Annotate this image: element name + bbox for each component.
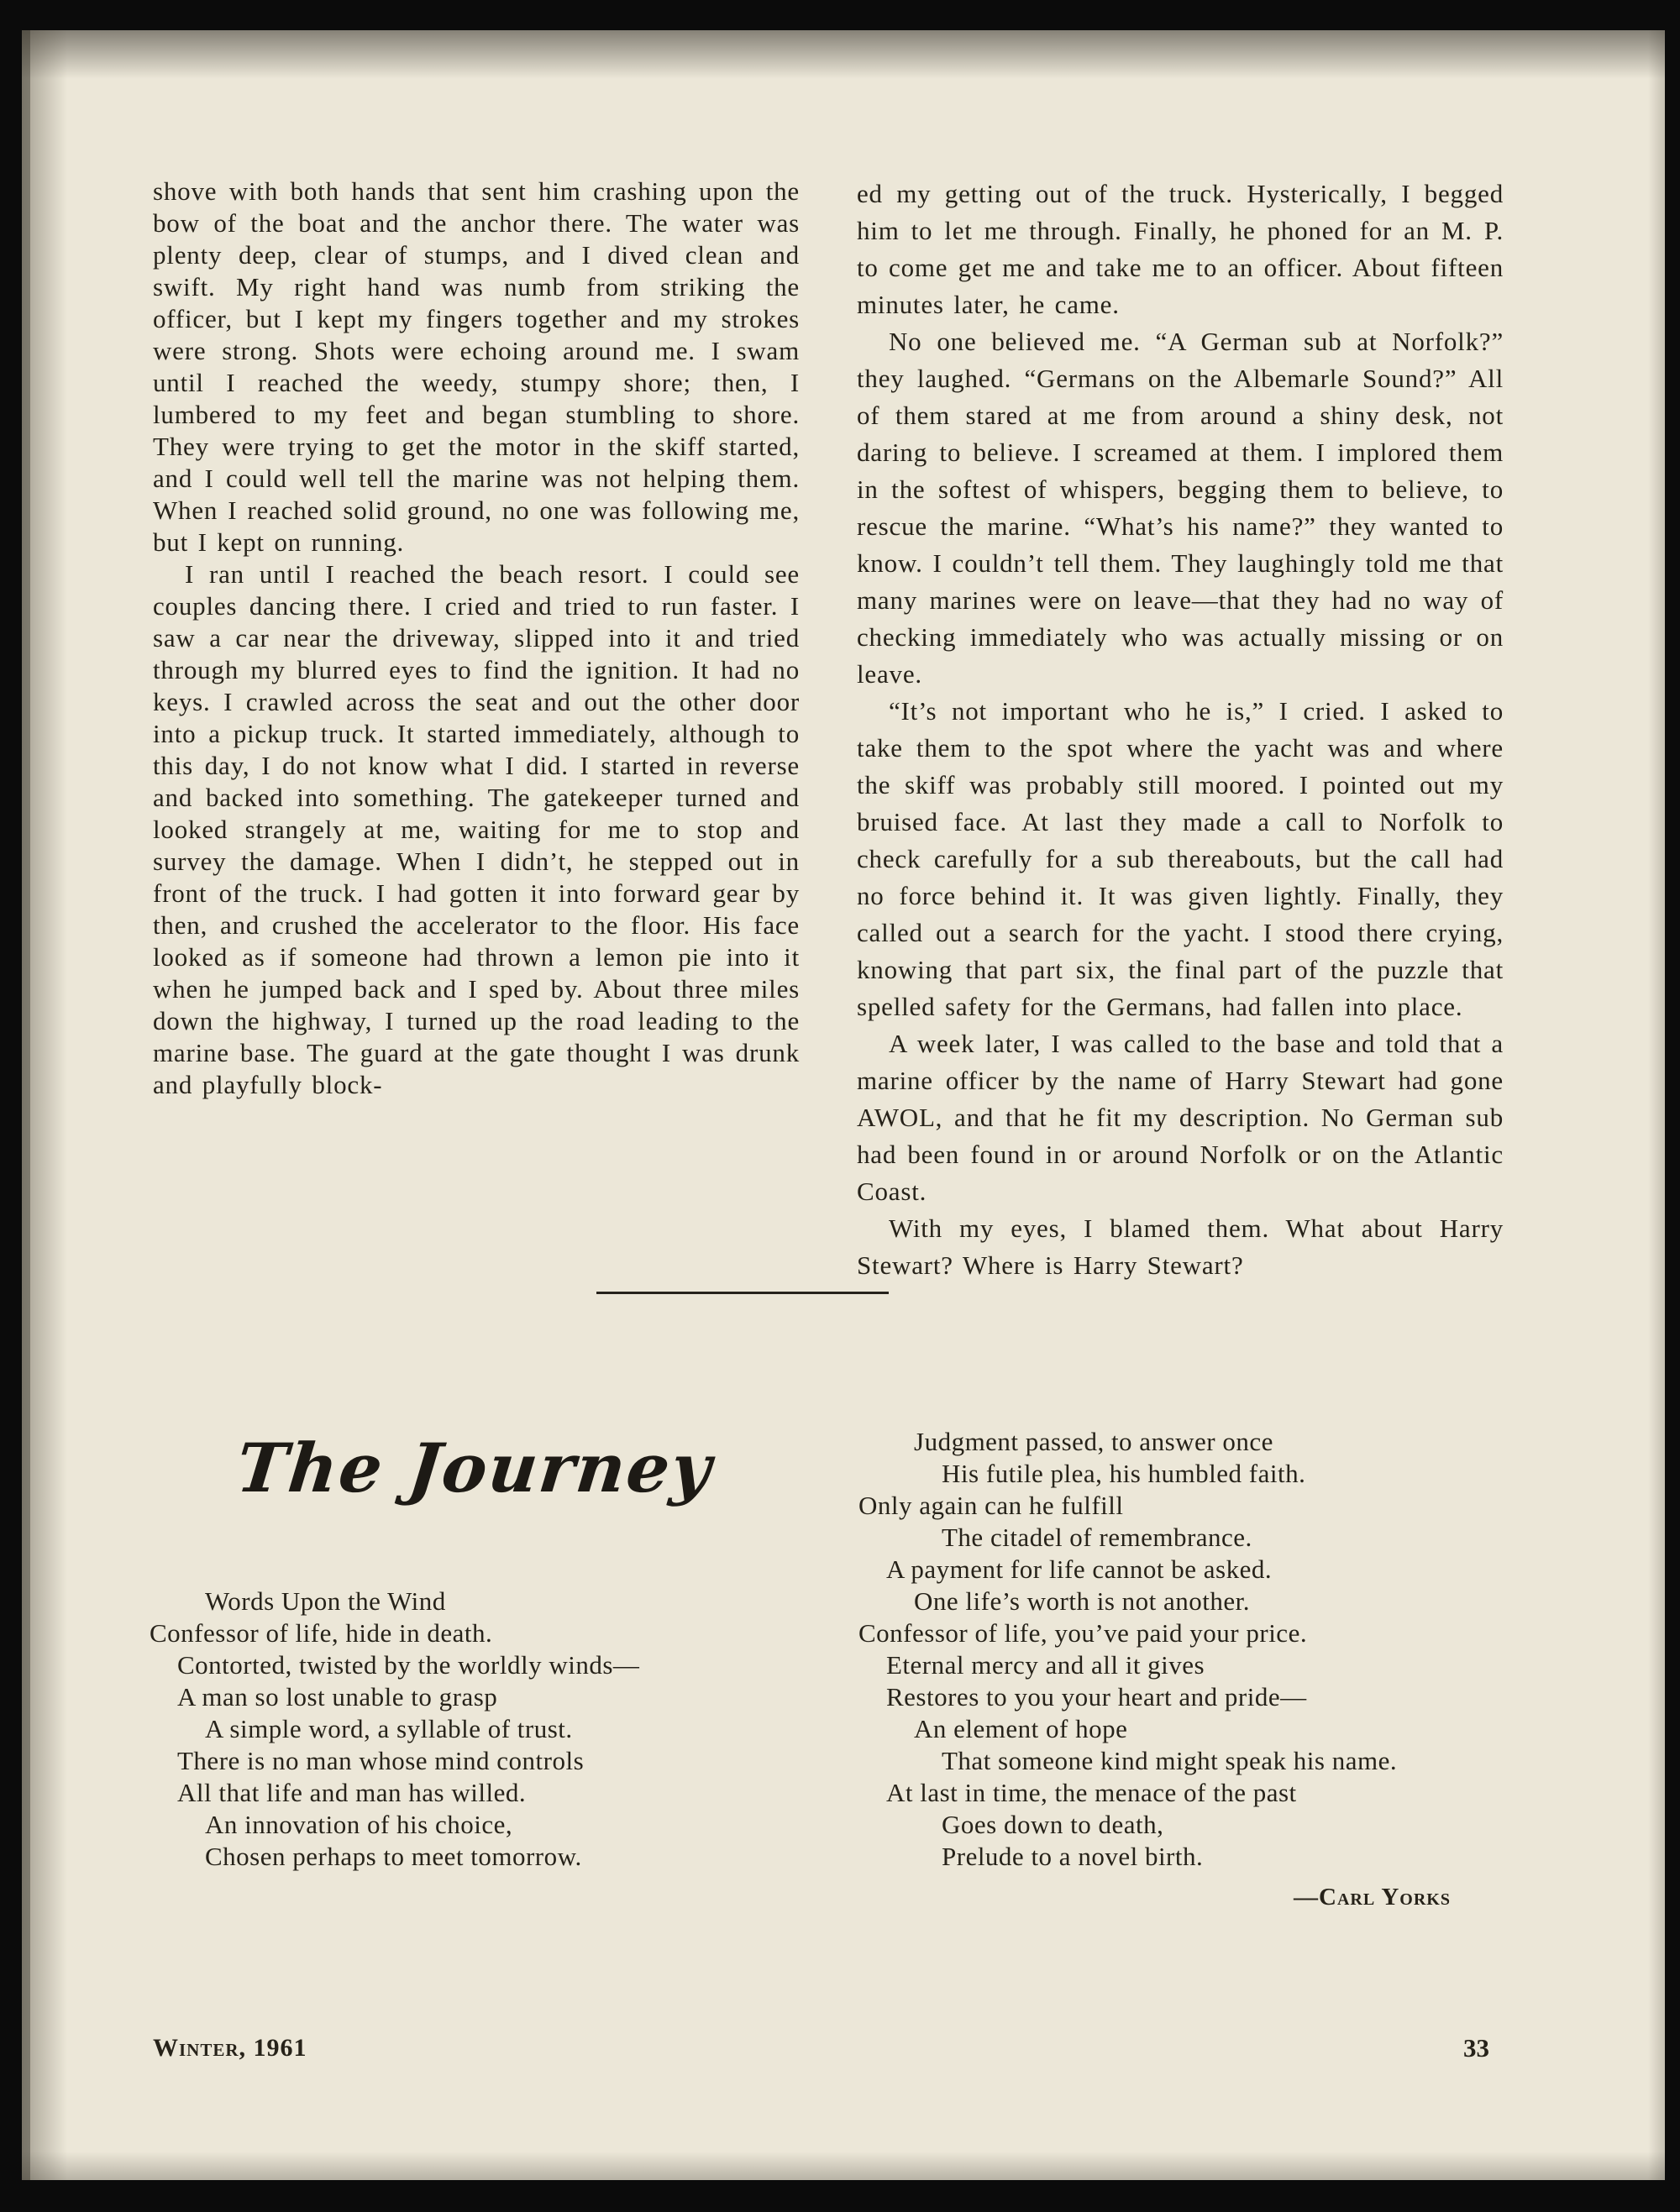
poem-stanza-left: [150, 1586, 800, 1873]
story-paragraph: “It’s not important who he is,” I cried. I asked to take them to the spot where the yacht was and where the skiff was probably still moored. I pointed out my bruised face. At last they made a call to Norfolk to check carefully for a sub thereabouts, but the call had no force behind it. It was given lightly. Finally, they called out a search for the yacht. I stood there crying, knowing that part six, the final part of the puzzle that spelled safety for the Germans, had fallen into place.: [857, 696, 1504, 1021]
poem-line: An element of hope: [914, 1714, 1128, 1743]
poem-line: Words Upon the Wind: [205, 1586, 446, 1616]
story-paragraph: With my eyes, I blamed them. What about Harry Stewart? Where is Harry Stewart?: [857, 1213, 1504, 1280]
story-paragraph: I ran until I reached the beach resort. I could see couples dancing there. I cried and tried to run faster. I saw a car near the driveway, slipped into it and tried through my blurred eyes to find the ignition. It had no keys. I crawled across the seat and out the other door into a pickup truck. It started immediately, although to this day, I do not know what I did. I started in reverse and backed into something. The gatekeeper turned and looked strangely at me, waiting for me to stop and survey the damage. When I didn’t, he stepped out in front of the truck. I had gotten it into forward gear by then, and crushed the accelerator to the floor. His face looked as if someone had thrown a lemon pie into it when he jumped back and I sped by. About three miles down the highway, I turned up the road leading to the marine base. The guard at the gate thought I was drunk and playfully block-: [153, 559, 800, 1099]
poem-author-byline: —Carl Yorks: [1294, 1884, 1451, 1911]
story-paragraph: No one believed me. “A German sub at Norfolk?” they laughed. “Germans on the Albemarle Sound?” All of them stared at me from around a shiny desk, not daring to believe. I screamed at them. I implored them in the softest of whispers, begging them to believe, to rescue the marine. “What’s his name?” they wanted to know. I couldn’t tell them. They laughingly told me that many marines were on leave—that they had no way of checking immediately who was actually missing or on leave.: [857, 327, 1504, 689]
poem-line: There is no man whose mind controls: [177, 1746, 585, 1775]
poem-line: At last in time, the menace of the past: [886, 1778, 1297, 1807]
poem-line: Confessor of life, you’ve paid your price.: [858, 1618, 1308, 1648]
poem-section: [150, 1418, 1527, 1913]
story-column-right: [857, 176, 1504, 1284]
poem-line: Prelude to a novel birth.: [942, 1842, 1204, 1871]
poem-line: That someone kind might speak his name.: [942, 1746, 1398, 1775]
poem-line: One life’s worth is not another.: [914, 1586, 1250, 1616]
footer-page-number: 33: [1463, 2033, 1489, 2063]
poem-line: Only again can he fulfill: [858, 1491, 1124, 1520]
poem-line: An innovation of his choice,: [205, 1810, 513, 1839]
poem-line: Chosen perhaps to meet tomorrow.: [205, 1842, 582, 1871]
binding-edge: [22, 30, 30, 2180]
poem-line: A simple word, a syllable of trust.: [205, 1714, 573, 1743]
poem-line: His futile plea, his humbled faith.: [942, 1459, 1306, 1488]
page-right-shadow: [1648, 30, 1665, 2180]
poem-line: A man so lost unable to grasp: [177, 1682, 498, 1711]
footer-issue-label: Winter, 1961: [153, 2034, 307, 2062]
poem-line: The citadel of remembrance.: [942, 1523, 1252, 1552]
poem-title: The Journey: [233, 1428, 717, 1507]
story-paragraph: shove with both hands that sent him crashing upon the bow of the boat and the anchor there. The water was plenty deep, clear of stumps, and I dived clean and swift. My right hand was numb from striking the officer, but I kept my fingers together and my strokes were strong. Shots were echoing around me. I swam until I reached the weedy, stumpy shore; then, I lumbered to my feet and began stumbling to shore. They were trying to get the motor in the skiff started, and I could well tell the marine was not helping them. When I reached solid ground, no one was following me, but I kept on running.: [153, 176, 800, 557]
story-paragraph: A week later, I was called to the base and told that a marine officer by the name of Harry Stewart had gone AWOL, and that he fit my description. No German sub had been found in or around Norfolk or on the Atlantic Coast.: [857, 1029, 1504, 1206]
poem-line: Confessor of life, hide in death.: [150, 1618, 493, 1648]
poem-stanza-right: [858, 1426, 1509, 1873]
magazine-page: [22, 30, 1665, 2180]
poem-line: Judgment passed, to answer once: [914, 1427, 1273, 1456]
section-divider-rule: [596, 1292, 889, 1294]
poem-line: All that life and man has willed.: [177, 1778, 527, 1807]
poem-line: Goes down to death,: [942, 1810, 1164, 1839]
story-column-left: [153, 176, 800, 1284]
story-paragraph: ed my getting out of the truck. Hysterically, I begged him to let me through. Finally, he phoned for an M. P. to come get me and take me to an officer. About fifteen minutes later, he came.: [857, 179, 1504, 319]
poem-column-right: [858, 1418, 1509, 1913]
page-top-shadow: [22, 30, 1665, 79]
story-section: [153, 176, 1504, 1284]
page-bottom-shadow: [22, 2152, 1665, 2180]
poem-line: Restores to you your heart and pride—: [886, 1682, 1307, 1711]
poem-line: Contorted, twisted by the worldly winds—: [177, 1650, 640, 1680]
poem-line: Eternal mercy and all it gives: [886, 1650, 1205, 1680]
poem-line: A payment for life cannot be asked.: [886, 1554, 1273, 1584]
poem-column-left: [150, 1418, 800, 1913]
